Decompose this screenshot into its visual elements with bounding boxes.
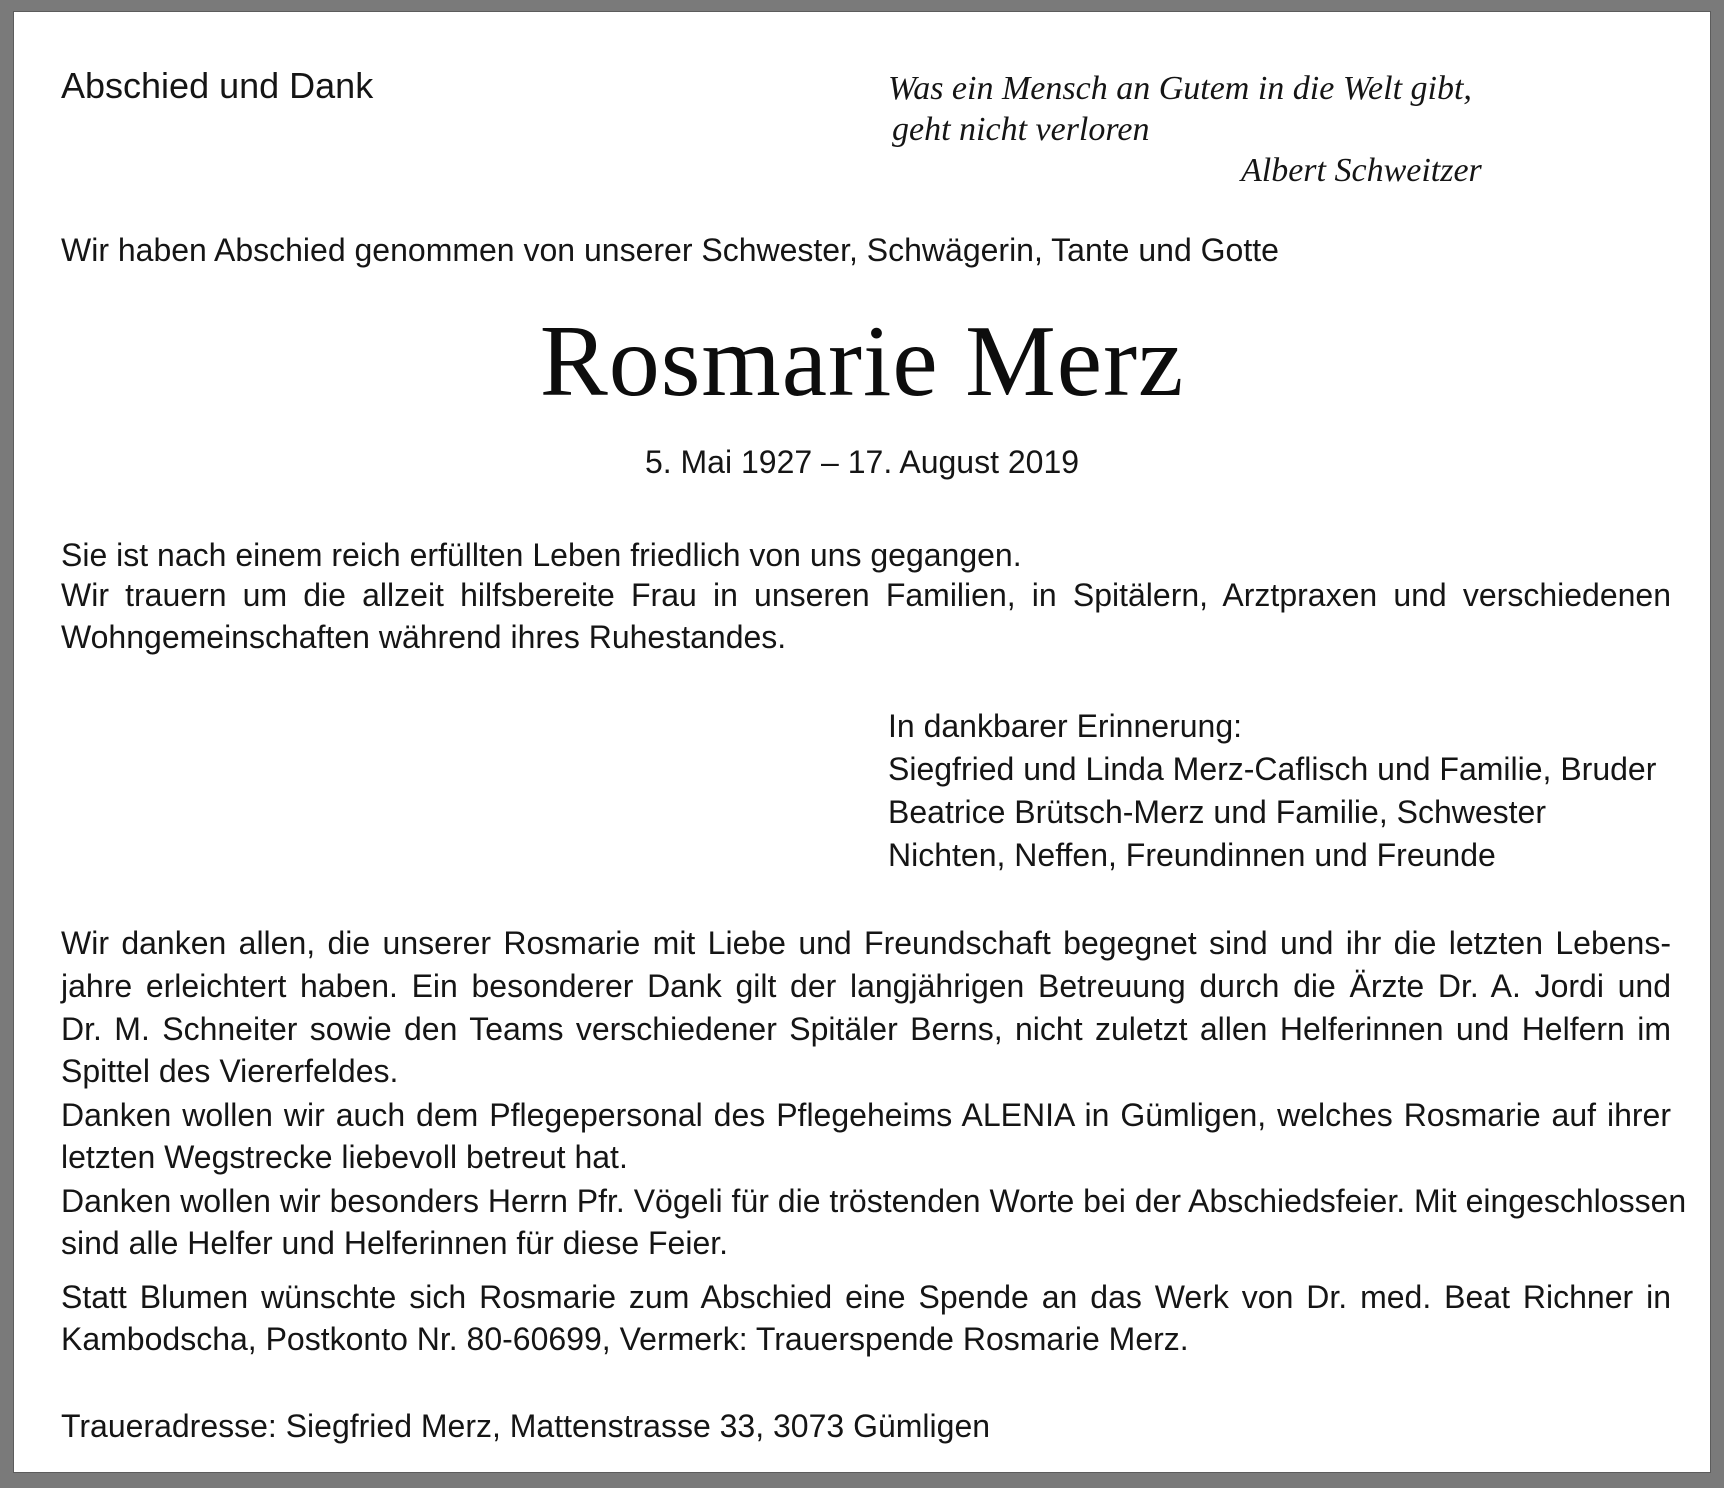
thanks-line7: Danken wollen wir besonders Herrn Pfr. Vögeli für die tröstenden Worte bei der Abschiedsfeier. Mit eingeschlossen xyxy=(61,1183,1687,1219)
family-line2: Beatrice Brütsch-Merz und Familie, Schwester xyxy=(888,794,1546,830)
family-heading: In dankbarer Erinnerung: xyxy=(888,708,1242,744)
mourning-address: Traueradresse: Siegfried Merz, Mattenstrasse 33, 3073 Gümligen xyxy=(61,1408,991,1444)
paragraph1-line2: Wir trauern um die allzeit hilfsbereite Frau in unseren Familien, in Spitälern, Arztpraxen und verschiedenen xyxy=(61,577,1671,613)
thanks-line3: Dr. M. Schneiter sowie den Teams verschiedener Spitäler Berns, nicht zuletzt allen Helferinnen und Helfern im xyxy=(61,1011,1671,1047)
life-dates: 5. Mai 1927 – 17. August 2019 xyxy=(644,444,1080,480)
obituary-page xyxy=(14,12,1710,1472)
thanks-line1: Wir danken allen, die unserer Rosmarie mit Liebe und Freundschaft begegnet sind und ihr die letzten Lebens- xyxy=(61,925,1671,961)
donation-line1: Statt Blumen wünschte sich Rosmarie zum Abschied eine Spende an das Werk von Dr. med. Beat Richner in xyxy=(61,1279,1671,1315)
thanks-line2: jahre erleichtert haben. Ein besonderer Dank gilt der langjährigen Betreuung durch die Ärzte Dr. A. Jordi und xyxy=(61,968,1671,1004)
thanks-line4: Spittel des Viererfeldes. xyxy=(61,1053,399,1089)
quote-line-1: Was ein Mensch an Gutem in die Welt gibt, xyxy=(888,70,1472,107)
intro-text: Wir haben Abschied genommen von unserer Schwester, Schwägerin, Tante und Gotte xyxy=(61,232,1279,268)
family-line1: Siegfried und Linda Merz-Caflisch und Familie, Bruder xyxy=(888,751,1657,787)
quote-author: Albert Schweitzer xyxy=(1241,152,1482,189)
deceased-name: Rosmarie Merz xyxy=(539,305,1185,418)
heading-abschied-und-dank: Abschied und Dank xyxy=(61,65,374,106)
thanks-line8: sind alle Helfer und Helferinnen für diese Feier. xyxy=(61,1225,729,1261)
donation-line2: Kambodscha, Postkonto Nr. 80-60699, Vermerk: Trauerspende Rosmarie Merz. xyxy=(61,1321,1189,1357)
thanks-line5: Danken wollen wir auch dem Pflegepersonal des Pflegeheims ALENIA in Gümligen, welches Rosmarie auf ihrer xyxy=(61,1097,1671,1133)
family-line3: Nichten, Neffen, Freundinnen und Freunde xyxy=(888,837,1496,873)
paragraph1-line1: Sie ist nach einem reich erfüllten Leben friedlich von uns gegangen. xyxy=(61,537,1022,573)
paragraph1-line3: Wohngemeinschaften während ihres Ruhestandes. xyxy=(61,619,787,655)
quote-line-2: geht nicht verloren xyxy=(892,111,1150,148)
thanks-line6: letzten Wegstrecke liebevoll betreut hat. xyxy=(61,1139,628,1175)
